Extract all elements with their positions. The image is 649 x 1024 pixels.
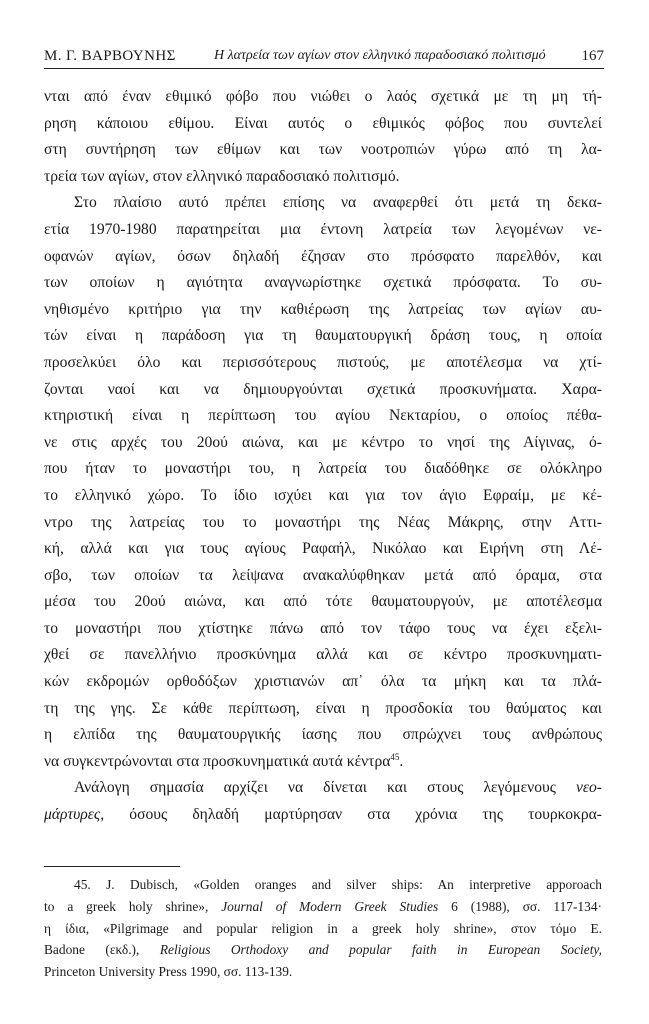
book-title: Religious Orthodoxy and popular faith in European Society,	[159, 942, 602, 958]
main-text	[44, 84, 602, 829]
text-line: χθεί σε πανελλήνιο προσκύνημα αλλά και σε κέντρο προσκυνηματι-	[44, 646, 602, 664]
text-line: τη της γης. Σε κάθε περίπτωση, είναι η προσδοκία του θαύματος και	[44, 699, 602, 717]
text-line	[44, 749, 602, 776]
text-line: στη συντήρηση των εθίμων και των νοοτροπιών γύρω από τη λα-	[44, 141, 602, 159]
header-running-title: Η λατρεία των αγίων στον ελληνικό παραδοσιακό πολιτισμό	[214, 48, 546, 63]
text-line: νηθισμένο κριτήριο για την καθιέρωση της λατρείας των αγίων αυ-	[44, 300, 602, 318]
text-line	[44, 775, 602, 802]
text-segment: Badone (εκδ.),	[44, 942, 160, 958]
text-segment: .	[399, 752, 404, 770]
text-line: ζονται ναοί και να δημιουργούνται σχετικά προσκυνήματα. Χαρα-	[44, 380, 602, 398]
italic-term: νεο-	[575, 779, 602, 797]
text-line: τρεία των αγίων, στον ελληνικό παραδοσιακό πολιτισμό.	[44, 167, 400, 185]
text-line: προσελκύει όλο και περισσότερους πιστούς, με αποτέλεσμα να χτί-	[44, 353, 602, 371]
text-segment: 6 (1988), σσ. 117-134·	[438, 898, 602, 914]
text-line: η ελπίδα της θαυματουργικής ίασης που σπρώχνει τους ανθρώπους	[44, 726, 602, 744]
text-line: Στο πλαίσιο αυτό πρέπει επίσης να αναφερθεί ότι μετά τη δεκα-	[74, 194, 602, 212]
footnote-separator	[44, 866, 180, 867]
footnote-45	[44, 874, 602, 983]
text-line: που ήταν το μοναστήρι του, η λατρεία του διαδόθηκε σε ολόκληρο	[44, 460, 602, 478]
text-line: ρηση κάποιου εθίμου. Είναι αυτός ο εθιμικός φόβος που συντελεί	[44, 114, 602, 132]
page-number: 167	[581, 48, 604, 64]
text-line: το μοναστήρι που χτίστηκε πάνω από τον τάφο τους να έχει εξελι-	[44, 619, 602, 637]
footnote-line	[44, 896, 602, 918]
text-line: τών είναι η παράδοση για τη θαυματουργική δράση τους, η οποία	[44, 327, 602, 345]
text-line: οφανών αγίων, όσων δηλαδή έζησαν στο πρόσφατο παρελθόν, και	[44, 247, 602, 265]
text-segment: , όσους δηλαδή μαρτύρησαν στα χρόνια της τουρκοκρα-	[100, 806, 602, 824]
text-line: κών εκδρομών ορθοδόξων χριστιανών απ᾽ όλα τα μήκη και τα πλά-	[44, 673, 602, 691]
text-segment: Ανάλογη σημασία αρχίζει να δίνεται και στους λεγόμενους	[74, 779, 556, 797]
footnote-line: 45. J. Dubisch, «Golden oranges and silver ships: An interpretive apporoach	[74, 877, 602, 892]
italic-term: μάρτυρες	[44, 806, 101, 824]
footnote-line: η ίδια, «Pilgrimage and popular religion in a greek holy shrine», στον τόμο E.	[44, 920, 602, 936]
text-segment: να συγκεντρώνονται στα προσκυνηματικά αυτά κέντρα	[44, 752, 391, 770]
header-author: Μ. Γ. ΒΑΡΒΟΥΝΗΣ	[44, 48, 176, 64]
journal-title: Journal of Modern Greek Studies	[221, 898, 439, 914]
text-line	[44, 802, 602, 829]
text-line: νε στις αρχές του 20ού αιώνα, και με κέντρο το νησί της Αίγινας, ό-	[44, 433, 602, 451]
text-line: νται από έναν εθιμικό φόβο που νιώθει ο λαός σχετικά με τη μη τή-	[44, 88, 602, 105]
text-line: των οποίων η αγιότητα αναγνωρίστηκε σχετικά πρόσφατα. Το συ-	[44, 274, 602, 292]
text-line: κτηριστική είναι η περίπτωση του αγίου Νεκταρίου, ο οποίος πέθα-	[44, 407, 602, 425]
footnote-reference[interactable]: 45	[390, 751, 400, 762]
text-line: ετία 1970-1980 παρατηρείται μια έντονη λατρεία των λεγομένων νε-	[44, 220, 602, 238]
text-line: κή, αλλά και για τους αγίους Ραφαήλ, Νικόλαο και Ειρήνη στη Λέ-	[44, 540, 602, 558]
text-line: το ελληνικό χώρο. Το ίδιο ισχύει και για τον άγιο Εφραίμ, με κέ-	[44, 486, 602, 504]
text-line: μέσα του 20ού αιώνα, και από τότε θαυματουργούν, με αποτέλεσμα	[44, 593, 602, 611]
running-header	[44, 46, 604, 69]
text-line: ντρο της λατρείας του το μοναστήρι της Νέας Μάκρης, στην Αττι-	[44, 513, 602, 531]
footnote-line	[44, 939, 602, 961]
text-segment: to a greek holy shrine»,	[44, 898, 222, 914]
footnote-line: Princeton University Press 1990, σσ. 113-139.	[44, 964, 293, 980]
text-line: σβο, των οποίων τα λείψανα ανακαλύφθηκαν μετά από όραμα, στα	[44, 566, 602, 584]
